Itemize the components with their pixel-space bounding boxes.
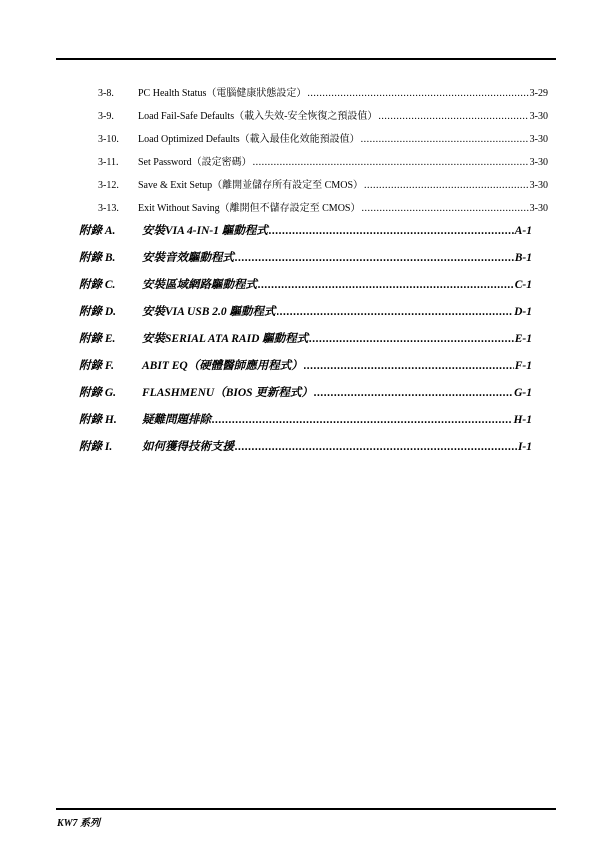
dot-leader [361, 203, 528, 214]
appendix-number: 附錄 D. [79, 306, 117, 318]
toc-appendix-b[interactable] [79, 249, 532, 265]
toc-appendix-h[interactable] [79, 411, 532, 427]
appendix-number: 附錄 I. [79, 441, 113, 453]
dot-leader [361, 134, 529, 145]
toc-entry-title: Set Password（設定密碼） [138, 157, 252, 168]
dot-leader [269, 225, 514, 237]
toc-appendix-d[interactable] [79, 303, 532, 319]
dot-leader [309, 333, 513, 345]
toc-appendix-e[interactable] [79, 330, 532, 346]
appendix-page: B-1 [514, 252, 532, 264]
appendix-title: 安裝區域網路驅動程式 [142, 279, 257, 291]
toc-entry-number: 3-13. [98, 203, 119, 214]
toc-entry-number: 3-8. [98, 88, 114, 99]
toc-entry-3-11[interactable] [98, 153, 548, 168]
toc-entry-page: 3-30 [529, 111, 548, 122]
appendix-page: F-1 [514, 360, 532, 372]
dot-leader [314, 387, 513, 399]
appendix-number: 附錄 C. [79, 279, 116, 291]
toc-entry-number: 3-11. [98, 157, 119, 168]
dot-leader [378, 111, 528, 122]
appendix-title: 安裝音效驅動程式 [142, 252, 234, 264]
toc-entry-3-10[interactable] [98, 130, 548, 145]
toc-entry-title: Load Fail-Safe Defaults（載入失效-安全恢復之預設值） [138, 111, 378, 122]
footer-rule [56, 808, 556, 810]
appendix-number: 附錄 A. [79, 225, 116, 237]
toc-entry-page: 3-30 [529, 134, 548, 145]
appendix-page: C-1 [514, 279, 532, 291]
toc-entry-title: PC Health Status（電腦健康狀態設定） [138, 88, 307, 99]
toc-entry-page: 3-30 [529, 180, 548, 191]
dot-leader [277, 306, 514, 318]
toc-appendix-c[interactable] [79, 276, 532, 292]
footer-text: KW7 系列 [57, 818, 101, 829]
dot-leader [307, 88, 528, 99]
appendix-page: I-1 [517, 441, 532, 453]
appendix-title: 疑難問題排除 [142, 414, 211, 426]
appendix-page: E-1 [514, 333, 532, 345]
appendix-title: 安裝VIA USB 2.0 驅動程式 [142, 306, 276, 318]
appendix-title: 如何獲得技術支援 [142, 441, 234, 453]
toc-entry-title: Save & Exit Setup（離開並儲存所有設定至 CMOS） [138, 180, 364, 191]
appendix-page: G-1 [514, 387, 532, 399]
dot-leader [258, 279, 514, 291]
toc-appendix-g[interactable] [79, 384, 532, 400]
appendix-page: A-1 [514, 225, 532, 237]
toc-entry-3-9[interactable] [98, 107, 548, 122]
toc-appendix-a[interactable] [79, 222, 532, 238]
dot-leader [253, 157, 529, 168]
appendix-number: 附錄 B. [79, 252, 116, 264]
toc-entry-number: 3-12. [98, 180, 119, 191]
toc-entry-3-8[interactable] [98, 84, 548, 99]
appendix-number: 附錄 G. [79, 387, 117, 399]
appendix-page: D-1 [514, 306, 532, 318]
toc-entry-title: Exit Without Saving（離開但不儲存設定至 CMOS） [138, 203, 361, 214]
appendix-title: ABIT EQ（硬體醫師應用程式） [142, 360, 303, 372]
appendix-title: 安裝SERIAL ATA RAID 驅動程式 [142, 333, 309, 345]
toc-entry-page: 3-29 [529, 88, 548, 99]
appendix-number: 附錄 F. [79, 360, 114, 372]
toc-entry-page: 3-30 [529, 203, 548, 214]
toc-entry-page: 3-30 [529, 157, 548, 168]
header-rule [56, 58, 556, 60]
toc-entry-number: 3-9. [98, 111, 114, 122]
dot-leader [235, 252, 514, 264]
toc-entry-3-13[interactable] [98, 199, 548, 214]
toc-appendix-f[interactable] [79, 357, 532, 373]
appendix-page: H-1 [513, 414, 532, 426]
dot-leader [212, 414, 512, 426]
toc-appendix-i[interactable] [79, 438, 532, 454]
appendix-number: 附錄 E. [79, 333, 116, 345]
appendix-title: FLASHMENU（BIOS 更新程式） [142, 387, 313, 399]
toc-entry-3-12[interactable] [98, 176, 548, 191]
dot-leader [235, 441, 517, 453]
toc-entry-title: Load Optimized Defaults（載入最佳化效能預設值） [138, 134, 360, 145]
toc-entry-number: 3-10. [98, 134, 119, 145]
dot-leader [304, 360, 514, 372]
appendix-number: 附錄 H. [79, 414, 117, 426]
dot-leader [364, 180, 529, 191]
appendix-title: 安裝VIA 4-IN-1 驅動程式 [142, 225, 268, 237]
